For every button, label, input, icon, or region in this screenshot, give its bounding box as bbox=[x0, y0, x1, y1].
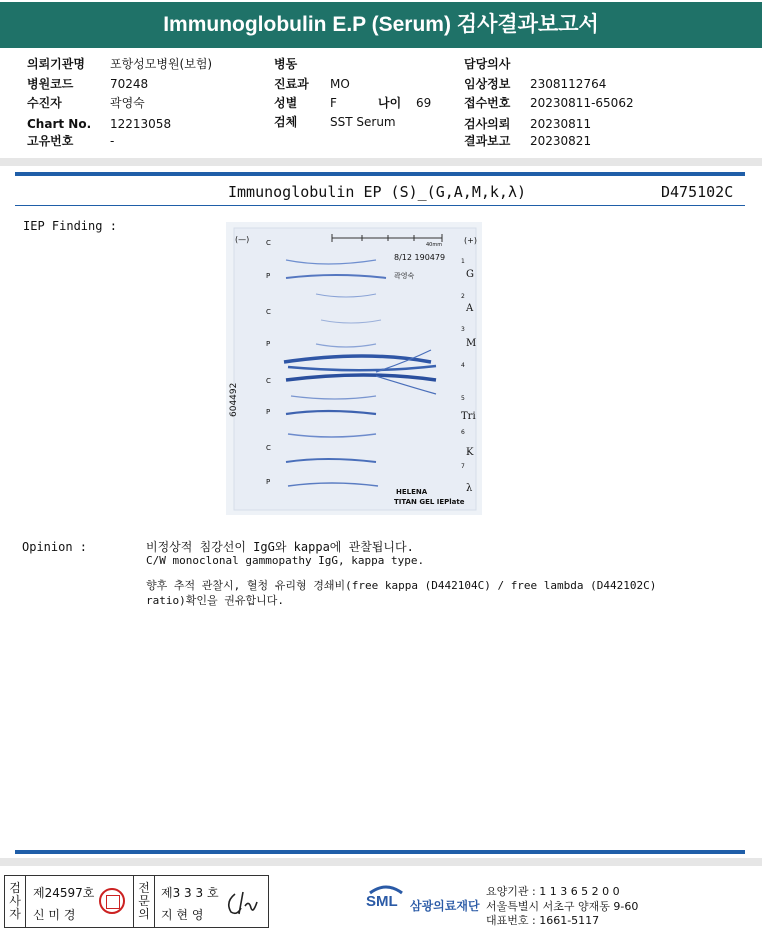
title-underline bbox=[15, 205, 745, 206]
inspector-label-char: 자 bbox=[9, 907, 21, 921]
value-specimen: SST Serum bbox=[330, 115, 396, 129]
top-rule bbox=[15, 172, 745, 176]
report-title: Immunoglobulin E.P (Serum) 검사결과보고서 bbox=[0, 2, 762, 48]
org-phone: 대표번호 : 1661-5117 bbox=[486, 914, 600, 927]
value-sex: F bbox=[330, 96, 337, 110]
sml-logo-icon bbox=[366, 883, 406, 917]
header-separator bbox=[0, 158, 762, 166]
specialist-license-no: 제3 3 3 호 bbox=[161, 886, 219, 900]
bottom-rule bbox=[15, 850, 745, 854]
value-age: 69 bbox=[416, 96, 432, 110]
gel-brand: HELENA bbox=[396, 488, 428, 496]
gel-antiserum-label: G bbox=[466, 269, 474, 280]
label-unique-no: 고유번호 bbox=[27, 134, 74, 148]
value-clinical-info: 2308112764 bbox=[530, 77, 607, 91]
label-ward: 병동 bbox=[274, 57, 298, 71]
gel-lane-number: 4 bbox=[461, 362, 465, 369]
gel-lane-number: 5 bbox=[461, 395, 465, 402]
gel-lane-label: P bbox=[266, 478, 271, 486]
specialist-label-cell bbox=[133, 876, 155, 927]
value-unique-no: - bbox=[110, 134, 115, 148]
gel-antiserum-label: λ bbox=[466, 483, 473, 494]
opinion-line-3: 향후 추적 관찰시, 혈청 유리형 경쇄비(free kappa (D442104C) / free lambda (D442102C) bbox=[146, 579, 657, 592]
inspector-label-char: 사 bbox=[9, 894, 21, 908]
specialist-label-char: 문 bbox=[138, 894, 150, 908]
inspector-name: 신 미 경 bbox=[33, 908, 76, 922]
gel-patient-name: 곽영숙 bbox=[394, 272, 415, 280]
gel-antiserum-label: M bbox=[466, 338, 477, 349]
label-requesting-institution: 의뢰기관명 bbox=[27, 57, 85, 71]
org-code: 요양기관 : 1 1 3 6 5 2 0 0 bbox=[486, 885, 620, 898]
label-patient: 수진자 bbox=[27, 96, 62, 110]
gel-product: TITAN GEL IEPlate bbox=[394, 498, 465, 506]
gel-lane-number: 7 bbox=[461, 463, 465, 470]
iep-finding-label: IEP Finding : bbox=[23, 219, 117, 233]
gel-negative-pole: (—) bbox=[235, 235, 250, 244]
org-name: 삼광의료재단 bbox=[410, 899, 480, 913]
label-receipt-no: 접수번호 bbox=[464, 96, 511, 110]
test-title: Immunoglobulin EP (S)_(G,A,M,k,λ) bbox=[228, 183, 527, 201]
gel-lane-number: 6 bbox=[461, 429, 465, 436]
gel-side-number: 604492 bbox=[229, 382, 239, 417]
inspector-license-no: 제24597호 bbox=[33, 886, 95, 900]
specialist-label-char: 의 bbox=[138, 907, 150, 921]
label-age: 나이 bbox=[378, 96, 402, 110]
gel-lane-label: C bbox=[266, 308, 271, 316]
gel-lane-label: C bbox=[266, 377, 271, 385]
opinion-line-1: 비정상적 침강선이 IgG와 kappa에 관찰됩니다. bbox=[146, 540, 414, 554]
gel-antiserum-label: A bbox=[466, 303, 474, 314]
value-patient: 곽영숙 bbox=[110, 96, 145, 110]
gel-lane-label: C bbox=[266, 239, 271, 247]
gel-positive-pole: (+) bbox=[464, 236, 477, 245]
test-code: D475102C bbox=[661, 183, 734, 201]
seal-icon bbox=[99, 888, 125, 914]
label-clinical-info: 임상정보 bbox=[464, 77, 511, 91]
value-report-date: 20230821 bbox=[530, 134, 592, 148]
value-chart-no: 12213058 bbox=[110, 117, 172, 131]
signature-box bbox=[4, 875, 269, 928]
value-receipt-no: 20230811-65062 bbox=[530, 96, 634, 110]
label-request-date: 검사의뢰 bbox=[464, 117, 511, 131]
gel-antiserum-label: Tri bbox=[461, 411, 476, 422]
gel-lane-label: C bbox=[266, 444, 271, 452]
sml-logo-text: SML bbox=[366, 893, 398, 910]
label-department: 진료과 bbox=[274, 77, 309, 91]
label-hospital-code: 병원코드 bbox=[27, 77, 74, 91]
gel-lane-label: P bbox=[266, 340, 271, 348]
gel-lane-number: 1 bbox=[461, 258, 465, 265]
gel-lane-number: 3 bbox=[461, 326, 465, 333]
label-specimen: 검체 bbox=[274, 115, 298, 129]
label-report-date: 결과보고 bbox=[464, 134, 511, 148]
gel-antiserum-label: K bbox=[466, 447, 474, 458]
label-sex: 성별 bbox=[274, 96, 298, 110]
gel-lane-label: P bbox=[266, 272, 271, 280]
gel-lane-label: P bbox=[266, 408, 271, 416]
inspector-label-cell bbox=[5, 876, 26, 927]
opinion-line-4: ratio)확인을 권유합니다. bbox=[146, 594, 284, 607]
iep-gel-image bbox=[226, 222, 482, 515]
value-request-date: 20230811 bbox=[530, 117, 592, 131]
signature-icon bbox=[223, 888, 263, 918]
inspector-label-char: 검 bbox=[9, 881, 21, 895]
opinion-line-2: C/W monoclonal gammopathy IgG, kappa type. bbox=[146, 554, 425, 567]
label-chart-no: Chart No. bbox=[27, 117, 92, 131]
specialist-label-char: 전 bbox=[138, 881, 150, 895]
value-requesting-institution: 포항성모병원(보험) bbox=[110, 57, 213, 71]
org-address: 서울특별시 서초구 양재동 9-60 bbox=[486, 900, 639, 913]
gel-lane-number: 2 bbox=[461, 293, 465, 300]
footer-separator bbox=[0, 858, 762, 866]
gel-scale-label: 40mm bbox=[426, 242, 443, 248]
label-physician: 담당의사 bbox=[464, 57, 511, 71]
specialist-name: 지 현 영 bbox=[161, 908, 204, 922]
value-department: MO bbox=[330, 77, 350, 91]
gel-date-id: 8/12 190479 bbox=[394, 253, 446, 262]
value-hospital-code: 70248 bbox=[110, 77, 149, 91]
opinion-label: Opinion : bbox=[22, 540, 88, 554]
